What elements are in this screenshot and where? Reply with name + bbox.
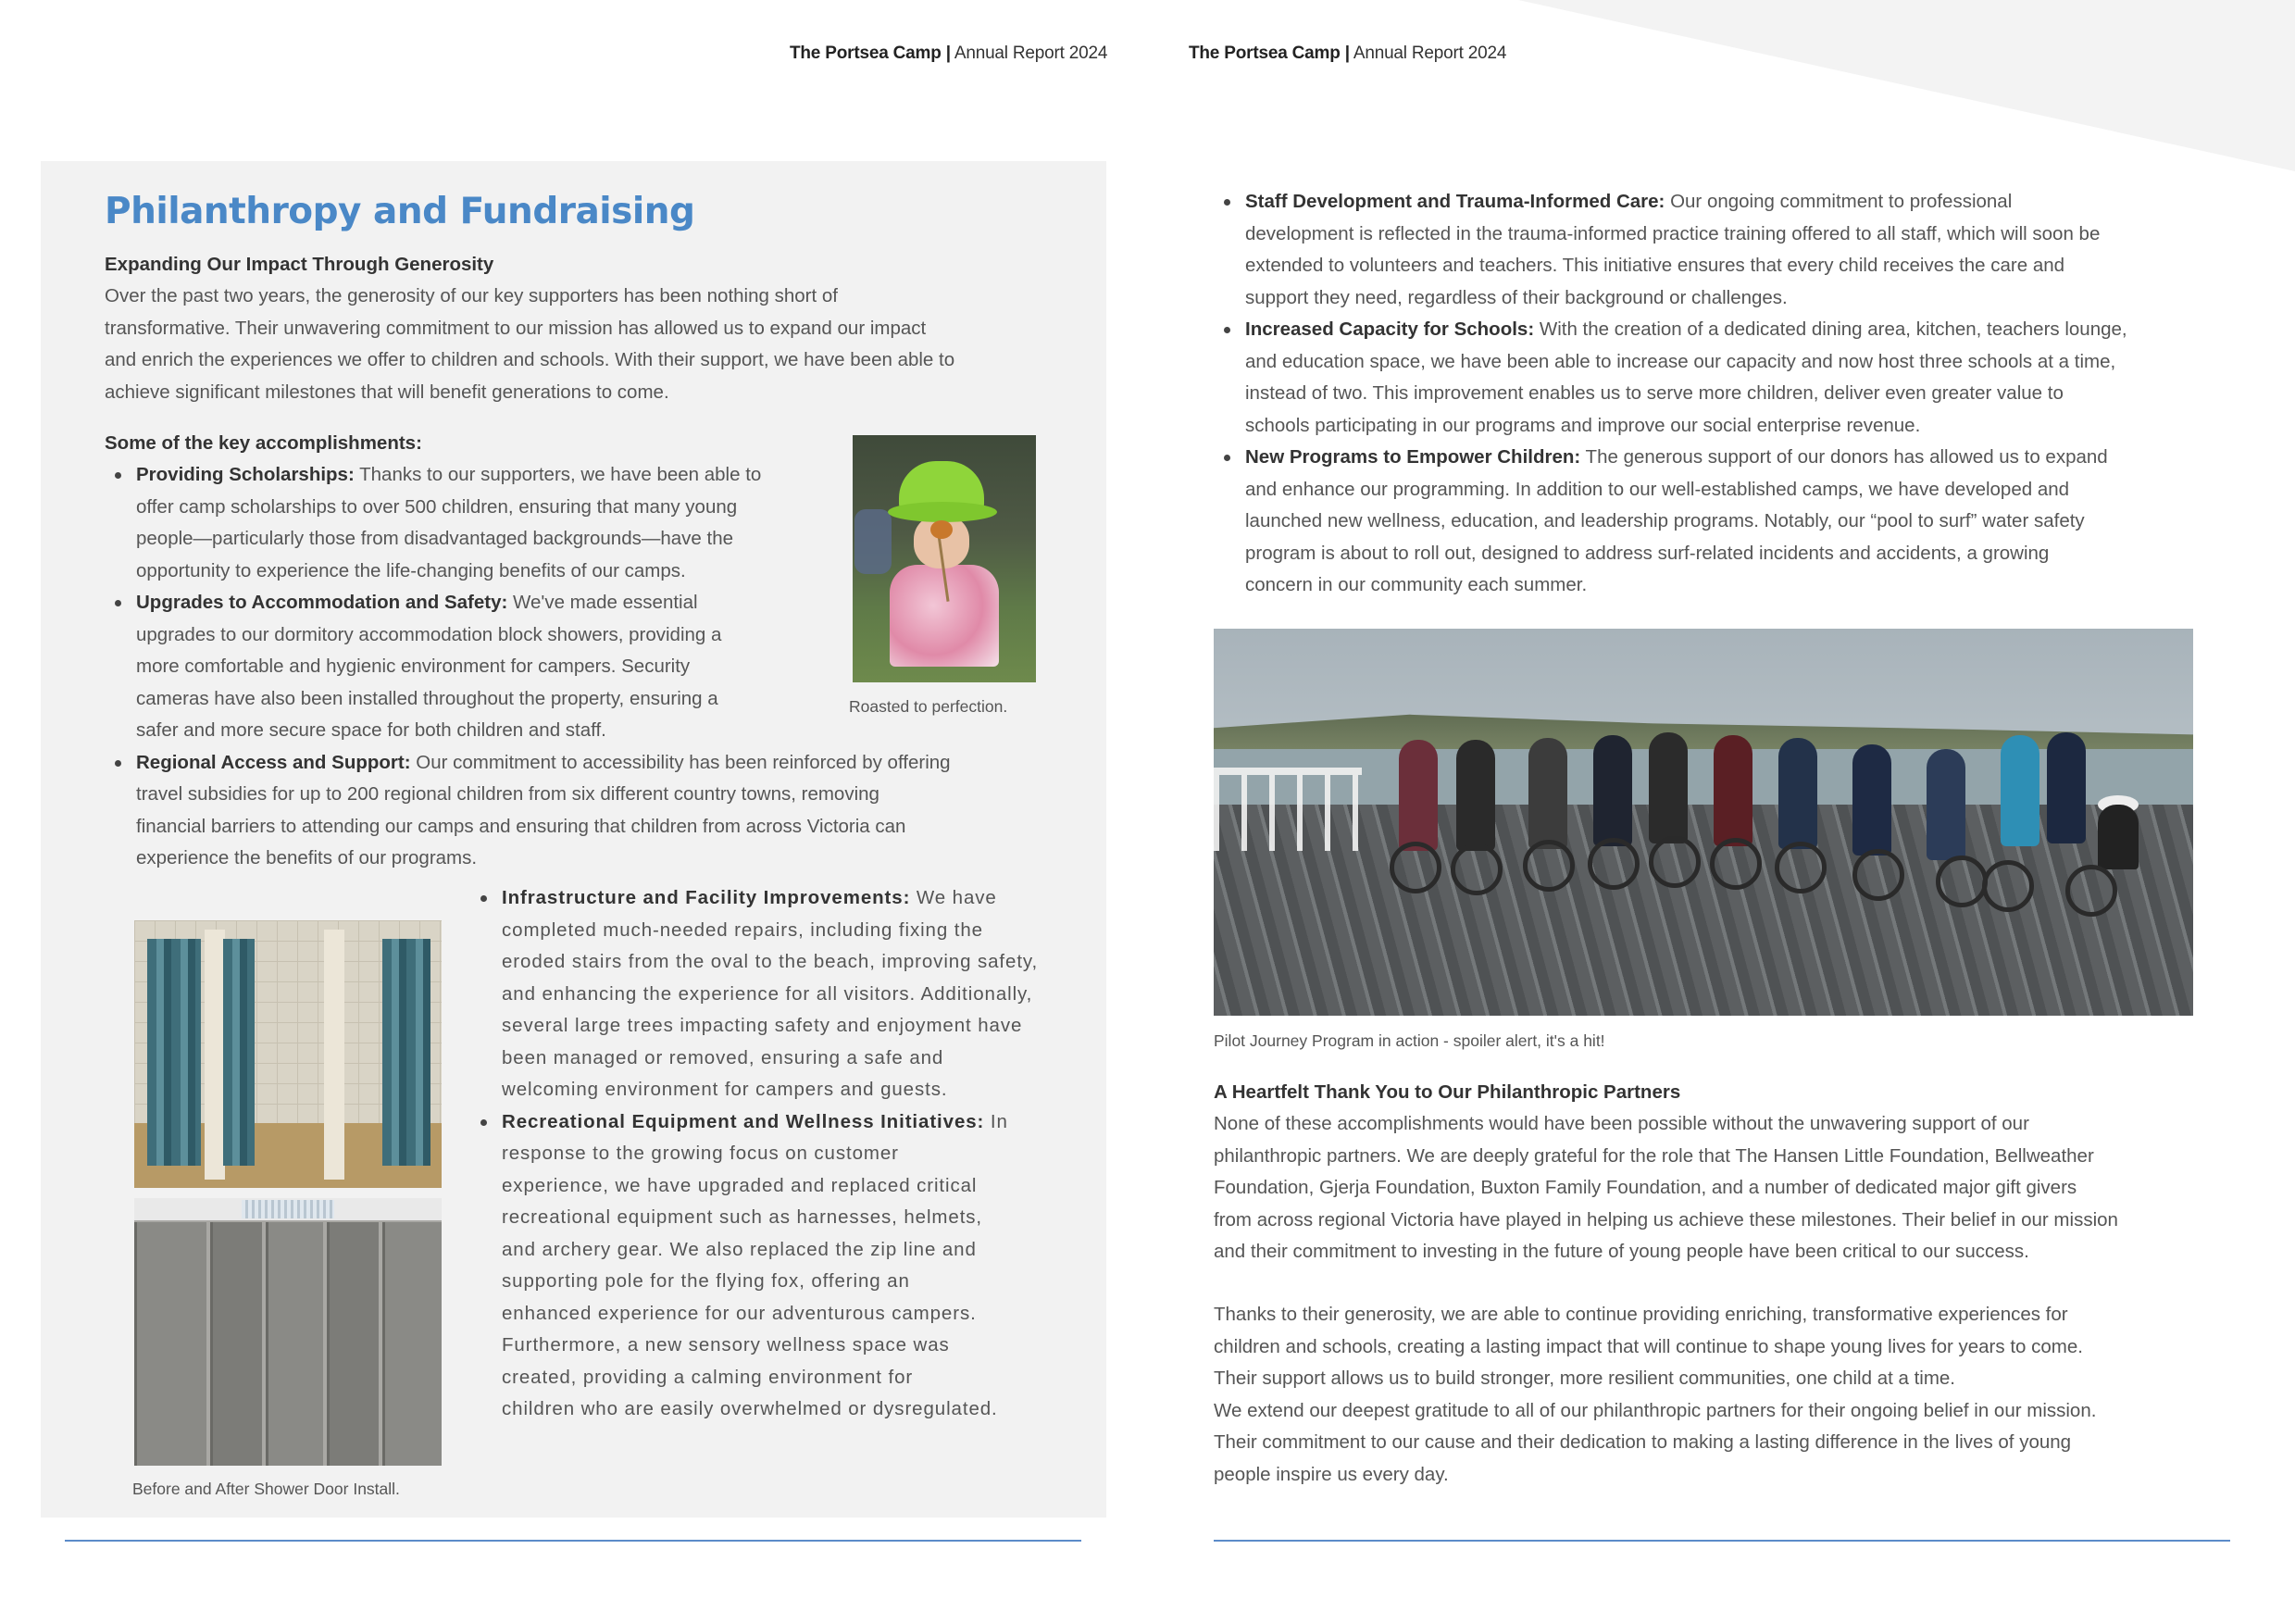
bike-wheel	[1588, 838, 1640, 890]
bullet-title: Regional Access and Support:	[136, 751, 411, 773]
rider	[1649, 732, 1688, 843]
bike-wheel	[1982, 860, 2034, 912]
shower-curtain	[223, 939, 255, 1166]
thanks-paragraph-1	[1214, 1108, 2118, 1268]
list-item	[1214, 442, 2223, 602]
text-line: With the creation of a dedicated dining area, kitchen, teachers lounge,	[1534, 319, 2127, 340]
text-line: travel subsidies for up to 200 regional children from six different country towns, removing	[136, 783, 879, 805]
divider-pillar	[205, 930, 225, 1180]
shower-door	[327, 1222, 379, 1466]
text-line: The generous support of our donors has allowed us to expand	[1580, 446, 2108, 468]
text-line: philanthropic partners. We are deeply grateful for the role that The Hansen Little Foundation, Bellweather	[1214, 1144, 2094, 1167]
bike-group-photo	[1214, 629, 2193, 1016]
text-line: and enhance our programming. In addition to our well-established camps, we have developed and	[1245, 478, 2070, 500]
bullet-title: Providing Scholarships:	[136, 464, 355, 485]
bike-wheel	[2065, 865, 2117, 917]
rider	[1528, 738, 1567, 849]
shower-before-photo	[134, 920, 442, 1188]
text-line: eroded stairs from the oval to the beach, improving safety,	[502, 951, 1039, 972]
bullet-title: Increased Capacity for Schools:	[1245, 319, 1535, 340]
divider-pillar	[324, 930, 344, 1180]
corner-decoration	[1518, 0, 2295, 171]
bike-wheel	[1390, 842, 1441, 893]
text-line: Their support allows us to build stronger, more resilient communities, one child at a time.	[1214, 1368, 1956, 1389]
shower-photos-caption: Before and After Shower Door Install.	[132, 1480, 400, 1498]
list-item	[1214, 314, 2223, 442]
window	[242, 1200, 334, 1218]
text-line: more comfortable and hygienic environment for campers. Security	[136, 656, 691, 677]
bullet-title: Upgrades to Accommodation and Safety:	[136, 592, 508, 613]
rider	[2001, 735, 2039, 846]
camper-photo-caption: Roasted to perfection.	[849, 697, 1008, 716]
text-line: Our commitment to accessibility has been reinforced by offering	[410, 751, 951, 773]
bike-wheel	[1523, 840, 1575, 892]
text-line: several large trees impacting safety and enjoyment have	[502, 1015, 1023, 1036]
bike-wheel	[1451, 843, 1503, 895]
thanks-paragraph-2	[1214, 1299, 2096, 1491]
text-line: and education space, we have been able to increase our capacity and now host three schools at a time,	[1245, 350, 2116, 372]
shower-door	[134, 1222, 206, 1466]
text-line: Thanks to our supporters, we have been able to	[354, 464, 762, 485]
rider	[2047, 732, 2086, 843]
intro-heading: Expanding Our Impact Through Generosity	[105, 254, 494, 275]
text-line: development is reflected in the trauma-informed practice training offered to all staff, which will soon be	[1245, 222, 2101, 244]
text-line: opportunity to experience the life-changing benefits of our camps.	[136, 559, 686, 581]
header-brand: The Portsea Camp |	[790, 44, 951, 63]
text-line: Furthermore, a new sensory wellness space was	[502, 1334, 950, 1355]
text-line: extended to volunteers and teachers. This initiative ensures that every child receives the care and	[1245, 255, 2065, 276]
page-title: Philanthropy and Fundraising	[105, 191, 695, 232]
camper-photo	[853, 435, 1036, 682]
text-line: experience the benefits of our programs.	[136, 847, 478, 868]
text-line: and enrich the experiences we offer to children and schools. With their support, we have been able to	[105, 349, 955, 370]
text-line: children who are easily overwhelmed or dysregulated.	[502, 1398, 998, 1419]
list-item	[1214, 186, 2223, 314]
text-line: support they need, regardless of their background or challenges.	[1245, 286, 1788, 308]
text-line: recreational equipment such as harnesses, helmets,	[502, 1206, 983, 1228]
text-line: experience, we have upgraded and replaced critical	[502, 1174, 978, 1196]
text-line: program is about to roll out, designed to address surf-related incidents and accidents, a growing	[1245, 542, 2050, 564]
text-line: We extend our deepest gratitude to all of our philanthropic partners for their ongoing belief in our mission.	[1214, 1399, 2097, 1421]
intro-paragraph	[105, 281, 954, 408]
text-line: children and schools, creating a lasting impact that will continue to shape young lives for years to come.	[1214, 1335, 2083, 1357]
text-line: upgrades to our dormitory accommodation block showers, providing a	[136, 623, 722, 645]
text-line: from across regional Victoria have played in helping us achieve these milestones. Their belief in our mission	[1214, 1208, 2118, 1230]
text-line: financial barriers to attending our camps and ensuring that children from across Victoria can	[136, 815, 906, 837]
shower-door	[382, 1222, 442, 1466]
bullet-title: New Programs to Empower Children:	[1245, 446, 1581, 468]
text-line: and enhancing the experience for all visitors. Additionally,	[502, 982, 1033, 1005]
text-line: enhanced experience for our adventurous campers.	[502, 1302, 977, 1324]
bollard	[2098, 805, 2139, 869]
text-line: been managed or removed, ensuring a safe and	[502, 1046, 944, 1068]
footer-rule-right	[1214, 1540, 2230, 1542]
header-report: Annual Report 2024	[1349, 44, 1507, 63]
accomplishments-heading: Some of the key accomplishments:	[105, 432, 422, 454]
text-line: transformative. Their unwavering commitment to our mission has allowed us to expand our impact	[105, 317, 927, 339]
text-line: people inspire us every day.	[1214, 1463, 1449, 1485]
shower-after-photo	[134, 1198, 442, 1466]
accomplishments-list-bottom	[470, 882, 1100, 1426]
text-line: welcoming environment for campers and guests.	[502, 1079, 948, 1100]
text-line: completed much-needed repairs, including fixing the	[502, 918, 983, 941]
bike-wheel	[1649, 836, 1701, 888]
bullet-title: Staff Development and Trauma-Informed Care:	[1245, 191, 1665, 212]
rider	[1714, 735, 1752, 846]
header-report: Annual Report 2024	[950, 44, 1108, 63]
shower-door	[210, 1222, 262, 1466]
text-line: Over the past two years, the generosity of our key supporters has been nothing short of	[105, 285, 838, 306]
text-line: launched new wellness, education, and leadership programs. Notably, our “pool to surf” water safety	[1245, 510, 2085, 531]
list-item	[105, 747, 1040, 875]
running-header-left	[790, 44, 1107, 64]
rider	[1399, 740, 1438, 851]
right-page-list	[1214, 186, 2223, 602]
text-line: Foundation, Gjerja Foundation, Buxton Family Foundation, and a number of dedicated major gift givers	[1214, 1177, 2077, 1198]
bike-photo-caption: Pilot Journey Program in action - spoiler alert, it's a hit!	[1214, 1031, 1605, 1050]
bike-wheel	[1936, 856, 1988, 907]
text-line: cameras have also been installed throughout the property, ensuring a	[136, 687, 718, 709]
marshmallow	[930, 520, 953, 539]
rider	[1456, 740, 1495, 851]
text-line: and archery gear. We also replaced the zip line and	[502, 1238, 977, 1260]
shower-curtain	[382, 939, 430, 1166]
rider	[1593, 735, 1632, 846]
text-line: created, providing a calming environment for	[502, 1366, 914, 1388]
pier-railing	[1214, 768, 1362, 851]
list-item	[470, 1106, 1100, 1426]
background-child	[854, 509, 892, 574]
text-line: None of these accomplishments would have been possible without the unwavering support of our	[1214, 1113, 2029, 1134]
bullet-title: Infrastructure and Facility Improvements:	[502, 887, 911, 908]
bike-wheel	[1852, 849, 1904, 901]
bike-wheel	[1710, 838, 1762, 890]
running-header-right	[1189, 44, 1506, 64]
shower-door	[266, 1222, 323, 1466]
text-line: supporting pole for the flying fox, offering an	[502, 1270, 910, 1292]
thanks-heading: A Heartfelt Thank You to Our Philanthropic Partners	[1214, 1081, 1681, 1103]
text-line: In	[984, 1110, 1008, 1132]
text-line: We have	[910, 887, 997, 908]
text-line: concern in our community each summer.	[1245, 574, 1588, 595]
text-line: response to the growing focus on customer	[502, 1143, 899, 1164]
bike-wheel	[1775, 842, 1827, 893]
text-line: Their commitment to our cause and their dedication to making a lasting difference in the lives of young	[1214, 1431, 2072, 1453]
rider	[1778, 738, 1817, 849]
rider	[1927, 749, 1965, 860]
text-line: people—particularly those from disadvantaged backgrounds—have the	[136, 528, 733, 549]
text-line: safer and more secure space for both children and staff.	[136, 719, 606, 741]
list-item	[470, 882, 1100, 1106]
text-line: offer camp scholarships to over 500 children, ensuring that many young	[136, 495, 738, 518]
text-line: instead of two. This improvement enables us to serve more children, deliver even greater value to	[1245, 382, 2064, 404]
bullet-title: Recreational Equipment and Wellness Initiatives:	[502, 1110, 985, 1132]
header-brand: The Portsea Camp |	[1189, 44, 1350, 63]
text-line: and their commitment to investing in the future of young people have been critical to our success.	[1214, 1241, 2029, 1262]
text-line: Thanks to their generosity, we are able to continue providing enriching, transformative experiences for	[1214, 1304, 2068, 1325]
footer-rule-left	[65, 1540, 1081, 1542]
text-line: achieve significant milestones that will benefit generations to come.	[105, 381, 669, 403]
shower-curtain	[147, 939, 201, 1166]
text-line: schools participating in our programs and improve our social enterprise revenue.	[1245, 414, 1921, 436]
rider	[1852, 744, 1891, 856]
hat-brim	[888, 502, 997, 522]
text-line: Our ongoing commitment to professional	[1665, 191, 2013, 212]
text-line: We've made essential	[507, 592, 698, 613]
